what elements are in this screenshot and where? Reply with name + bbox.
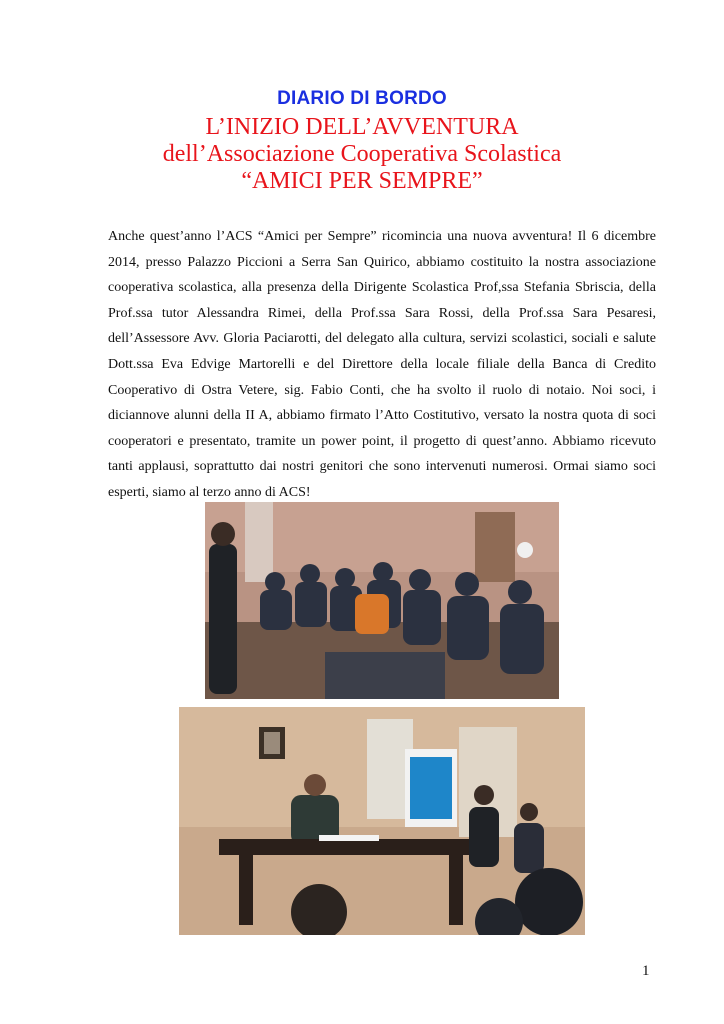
title-line-2: dell’Associazione Cooperativa Scolastica	[162, 141, 562, 167]
title-line-1: L’INIZIO DELL’AVVENTURA	[205, 114, 519, 140]
title-line-3: “AMICI PER SEMPRE”	[241, 168, 483, 194]
document-title	[0, 114, 724, 195]
body-paragraph: Anche quest’anno l’ACS “Amici per Sempre” ricomincia una nuova avventura! Il 6 dicembre 2014, presso Palazzo Piccioni a Serra San Quirico, abbiamo costituito la nostra associazione cooperativa scolastica, alla presenza della Dirigente Scolastica Prof,ssa Stefania Sbriscia, della Prof.ssa tutor Alessandra Rimei, della Prof.ssa Sara Rossi, della Prof.ssa Sara Pesaresi, dell’Assessore Avv. Gloria Paciarotti, del delegato alla cultura, servizi scolastici, sociali e salute Dott.ssa Eva Edvige Martorelli e del Direttore della locale filiale della Banca di Credito Cooperativo di Ostra Vetere, sig. Fabio Conti, che ha svolto il ruolo di notaio. Noi soci, i diciannove alunni della II A, abbiamo firmato l’Atto Costitutivo, versato la nostra quota di soci cooperatori e presentato, tramite un power point, il progetto di quest’anno. Abbiamo ricevuto tanti applausi, soprattutto dai nostri genitori che sono intervenuti numerosi. Ormai siamo soci esperti, siamo al terzo anno di ACS!	[108, 229, 656, 500]
photo-audience	[205, 502, 559, 699]
page-number: 1	[642, 963, 650, 979]
diario-di-bordo-heading: DIARIO DI BORDO	[277, 88, 447, 109]
photo-presentation	[179, 707, 585, 935]
